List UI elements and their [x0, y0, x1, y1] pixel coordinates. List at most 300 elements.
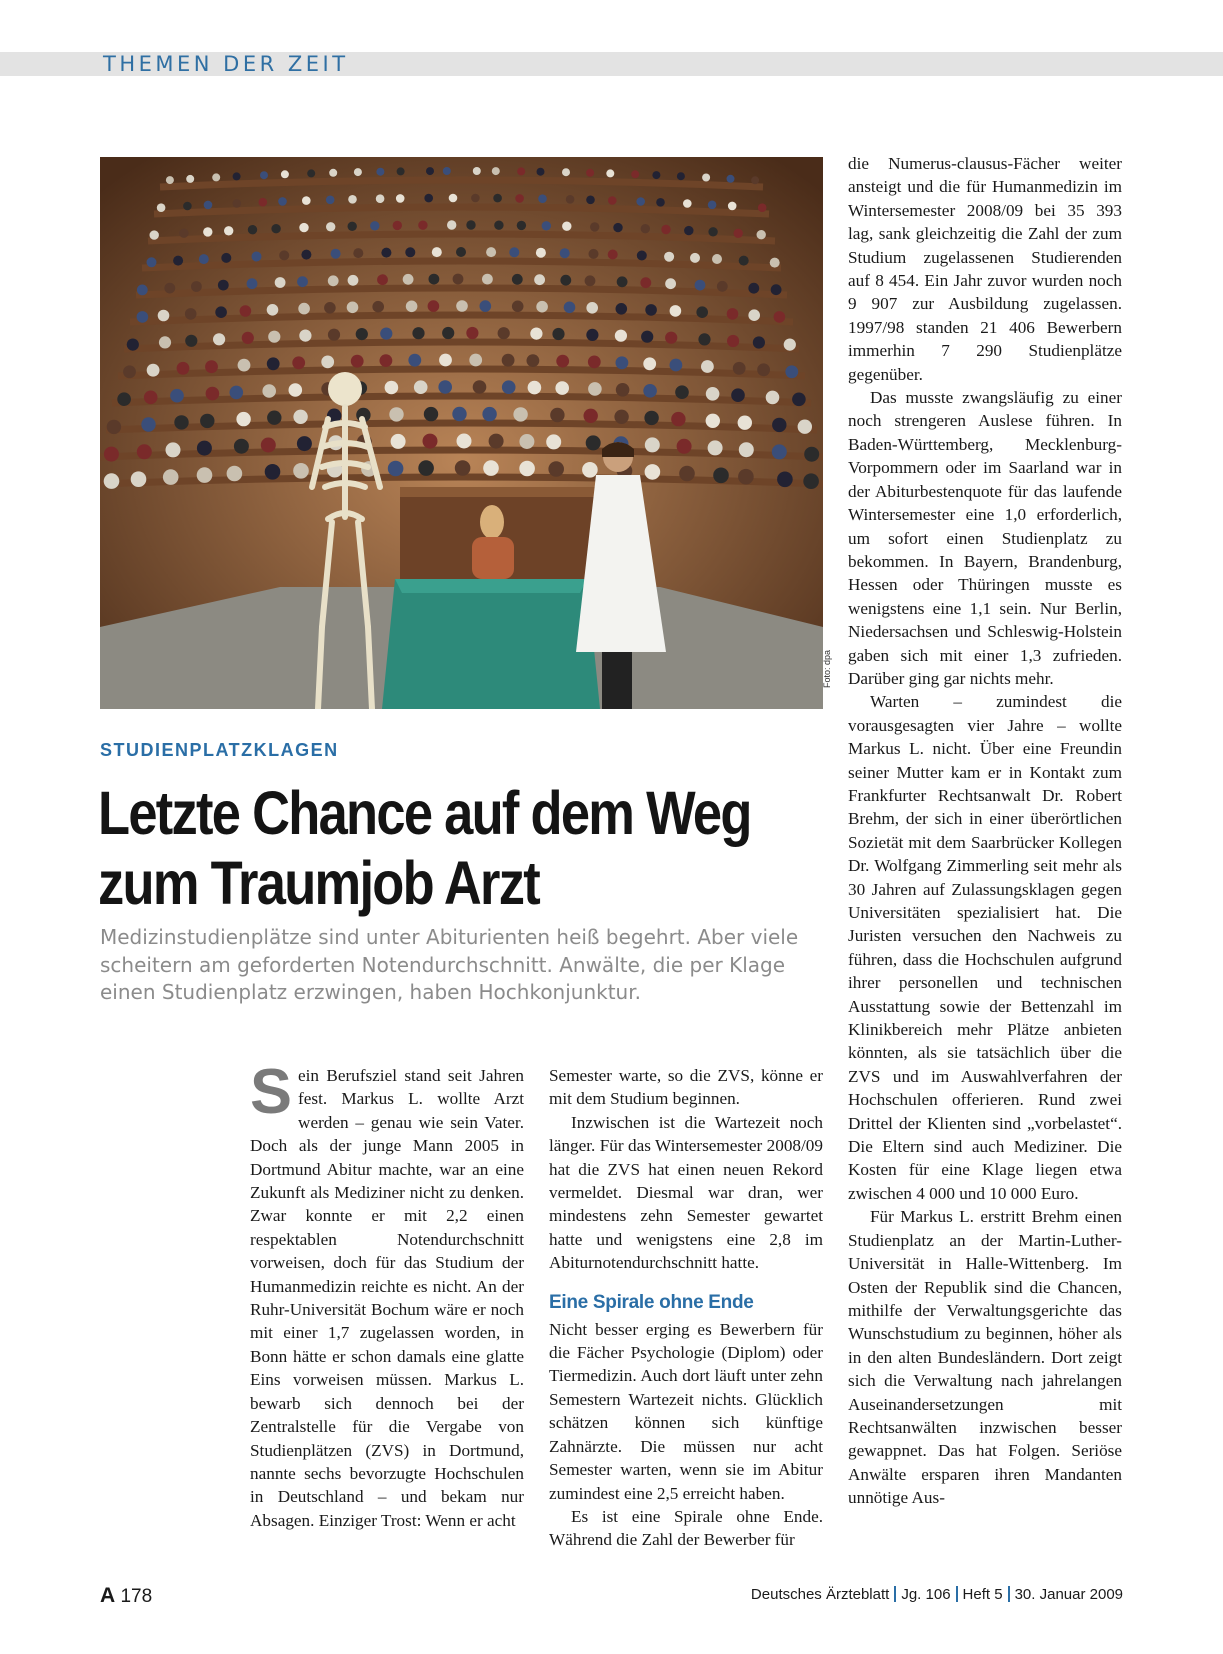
audience-member	[771, 284, 782, 295]
article-kicker: STUDIENPLATZKLAGEN	[100, 740, 339, 760]
audience-member	[354, 168, 362, 176]
audience-member	[677, 439, 692, 454]
audience-member	[262, 384, 276, 398]
audience-member	[656, 198, 665, 207]
audience-member	[292, 356, 305, 369]
audience-member	[671, 412, 685, 426]
audience-member	[164, 283, 175, 294]
audience-member	[326, 222, 335, 231]
audience-member	[278, 197, 287, 206]
headline-line-1: Letzte Chance auf dem Weg	[98, 779, 751, 847]
audience-member	[432, 247, 442, 257]
audience-member	[562, 222, 571, 231]
audience-member	[512, 274, 523, 285]
audience-member	[393, 221, 402, 230]
audience-member	[708, 227, 717, 236]
audience-member	[158, 310, 170, 322]
audience-member	[247, 278, 258, 289]
audience-member	[453, 274, 464, 285]
audience-member	[515, 194, 524, 203]
article-headline	[98, 778, 751, 918]
audience-member	[645, 464, 661, 480]
audience-member	[424, 407, 438, 421]
audience-member	[443, 167, 451, 175]
audience-member	[203, 227, 212, 236]
audience-member	[562, 168, 570, 176]
audience-member	[733, 362, 746, 375]
audience-member	[494, 221, 503, 230]
body-paragraph: Warten – zumindest die vorausgesagten vier Jahre – wollte Markus L. nicht. Über eine Freundin seiner Mutter kam er in Kontakt zum Frankfurter Rechtsanwalt Dr. Robert Brehm, der sich in einer überörtlichen Sozietät mit dem Saarbrücker Kollegen Dr. Wolfgang Zimmerling seit mehr als 30 Jahren auf Zulassungsklagen gegen Universitäten spezialisiert hat. Die Juristen versuchen den Nachweis zu führen, dass die Hochschulen aufgrund ihrer personellen und technischen Ausstattung sowie der Bettenzahl im Klinikbereich mehr Plätze anbieten könnten, als sie tatsächlich über die ZVS und im Auswahlverfahren der Hochschulen offerieren. Rund zwei Drittel der Klienten sind „vorbelastet“. Die Eltern sind auch Mediziner. Die Kosten für eine Klage liegen etwa zwischen 4 000 und 10 000 Euro.	[848, 692, 1122, 1203]
audience-member	[708, 201, 717, 210]
body-column-1	[250, 1057, 524, 1532]
audience-member	[564, 302, 576, 314]
audience-member	[389, 407, 403, 421]
body-paragraph: Nicht besser erging es Bewerbern für die Fächer Psychologie (Diplom) oder Tiermedizin. Auch dort läuft unter zehn Semestern Wartezeit nichts. Glücklich schätzen können sich künftige Zahnärzte. Die müssen nur acht Semester warten, wenn sie im Abitur zumindest eine 2,5 erreicht haben.	[549, 1319, 823, 1503]
drop-cap: S	[250, 1057, 293, 1127]
audience-member	[560, 248, 570, 258]
audience-member	[299, 330, 311, 342]
audience-member	[728, 202, 737, 211]
audience-member	[429, 274, 440, 285]
page-prefix: A	[100, 1584, 116, 1607]
audience-member	[588, 356, 601, 369]
page-number-value: 178	[120, 1586, 153, 1607]
audience-member	[137, 285, 148, 296]
audience-member	[385, 381, 399, 395]
audience-member	[548, 461, 564, 477]
audience-member	[482, 407, 496, 421]
audience-member	[163, 469, 179, 485]
audience-member	[608, 250, 618, 260]
audience-member	[738, 416, 752, 430]
audience-member	[150, 230, 159, 239]
audience-member	[585, 275, 596, 286]
audience-member	[412, 327, 424, 339]
audience-member	[770, 258, 780, 268]
audience-member	[127, 339, 139, 351]
audience-member	[534, 274, 545, 285]
audience-member	[174, 415, 188, 429]
audience-member	[289, 383, 303, 397]
audience-member	[590, 222, 599, 231]
audience-member	[550, 408, 564, 422]
audience-member	[727, 175, 735, 183]
audience-member	[170, 389, 184, 403]
audience-member	[321, 356, 334, 369]
audience-member	[644, 411, 658, 425]
audience-member	[637, 251, 647, 261]
audience-member	[380, 354, 393, 367]
audience-member	[702, 174, 710, 182]
audience-member	[299, 223, 308, 232]
audience-member	[640, 277, 651, 288]
photo-credit: Foto: dpa	[822, 649, 832, 688]
publication-volume: Jg. 106	[901, 1586, 951, 1603]
audience-member	[197, 441, 212, 456]
body-paragraph	[250, 1057, 524, 1532]
audience-member	[376, 168, 384, 176]
body-paragraph: Es ist eine Spirale ohne Ende. Während die Zahl der Bewerber für	[549, 1506, 823, 1550]
audience-member	[405, 247, 415, 257]
audience-member	[397, 167, 405, 175]
audience-member	[426, 167, 434, 175]
audience-member	[260, 171, 268, 179]
audience-member	[584, 409, 598, 423]
body-paragraph: die Numerus-clausus-Fächer weiter ansteigt und die für Humanmedizin im Wintersemester 2008/09 bei 35 393 lag, sank gleichzeitig die Zahl der zum Studium zugelassenen Studierenden auf 8 454. Ein Jahr zuvor wurden noch 9 907 zur Ausbildung zugelassen. 1997/98 standen 21 406 Bewerbern immerhin 7 290 Studienplätze gegenüber.	[848, 154, 1122, 384]
audience-member	[645, 304, 657, 316]
audience-member	[297, 436, 312, 451]
audience-member	[329, 169, 337, 177]
audience-member	[456, 300, 468, 312]
audience-member	[179, 229, 188, 238]
audience-member	[267, 357, 280, 370]
audience-member	[774, 311, 786, 323]
audience-member	[785, 365, 798, 378]
publication-name: Deutsches Ärzteblatt	[750, 1586, 890, 1603]
audience-member	[218, 280, 229, 291]
audience-member	[486, 247, 496, 257]
audience-member	[227, 466, 243, 482]
audience-member	[259, 198, 268, 207]
audience-member	[641, 224, 650, 233]
audience-member	[489, 434, 504, 449]
audience-member	[566, 195, 575, 204]
audience-member	[107, 420, 121, 434]
audience-member	[679, 466, 695, 482]
audience-member	[695, 280, 706, 291]
audience-member	[492, 167, 500, 175]
publication-footer	[751, 1586, 1123, 1603]
audience-member	[293, 410, 307, 424]
audience-member	[502, 380, 516, 394]
audience-member	[414, 380, 428, 394]
footer-divider	[894, 1586, 896, 1602]
audience-member	[265, 464, 281, 480]
audience-member	[396, 194, 405, 203]
audience-member	[301, 250, 311, 260]
audience-member	[268, 331, 280, 343]
audience-member	[766, 391, 780, 405]
footer-divider	[956, 1586, 958, 1602]
audience-member	[466, 220, 475, 229]
audience-member	[117, 392, 131, 406]
publication-date: 30. Januar 2009	[1014, 1586, 1123, 1603]
audience-member	[608, 196, 617, 205]
audience-member	[377, 274, 388, 285]
audience-member	[665, 332, 677, 344]
audience-member	[173, 256, 183, 266]
audience-member	[147, 257, 157, 267]
audience-member	[356, 328, 368, 340]
audience-member	[104, 473, 120, 489]
audience-member	[784, 339, 796, 351]
audience-member	[234, 439, 249, 454]
audience-member	[617, 276, 628, 287]
audience-member	[684, 226, 693, 235]
article-lead: Medizinstudienplätze sind unter Abiturienten heiß begehrt. Aber viele scheitern am geforderten Notendurchschnitt. Anwälte, die per Klage einen Studienplatz erzwingen, haben Hochkonjunktur.	[100, 925, 799, 1004]
audience-member	[248, 225, 257, 234]
audience-member	[353, 248, 363, 258]
audience-member	[664, 252, 674, 262]
audience-member	[104, 447, 119, 462]
audience-member	[205, 360, 218, 373]
audience-member	[252, 252, 262, 262]
audience-member	[748, 309, 760, 321]
audience-member	[586, 196, 595, 205]
audience-member	[418, 460, 434, 476]
audience-member	[480, 300, 492, 312]
audience-member	[560, 275, 571, 286]
audience-member	[199, 254, 209, 264]
audience-member	[616, 356, 629, 369]
audience-member	[200, 414, 214, 428]
audience-member	[328, 275, 339, 286]
audience-member	[509, 247, 519, 257]
audience-member	[757, 363, 770, 376]
audience-member	[690, 253, 700, 263]
audience-member	[238, 359, 251, 372]
audience-member	[147, 364, 160, 377]
audience-member	[582, 462, 598, 478]
audience-member	[261, 438, 276, 453]
audience-member	[772, 444, 787, 459]
audience-member	[380, 328, 392, 340]
audience-member	[483, 460, 499, 476]
article-subhead: Eine Spirale ohne Ende	[549, 1291, 754, 1313]
body-paragraph: Für Markus L. erstritt Brehm einen Studienplatz an der Martin-Luther-Universität in Halle-Wittenberg. Im Osten der Republik sind die Chancen, mithilfe der Verwaltungsgerichte das Wunschstudium zu beginnen, höher als in den alten Bundesländern. Dort zeigt sich die Verwaltung nach jahrelangen Auseinandersetzungen mit Rechtsanwälten inzwischen besser gewappnet. Das hat Folgen. Seriöse Anwälte ersparen ihren Mandanten unnötige Aus-	[848, 1207, 1122, 1508]
audience-member	[493, 194, 502, 203]
audience-member	[615, 330, 627, 342]
audience-member	[406, 301, 418, 313]
audience-member	[293, 463, 309, 479]
audience-member	[348, 222, 357, 231]
audience-member	[185, 335, 197, 347]
audience-member	[519, 461, 535, 477]
audience-member	[297, 276, 308, 287]
audience-member	[706, 414, 720, 428]
audience-member	[538, 194, 547, 203]
audience-member	[372, 301, 384, 313]
audience-member	[706, 387, 720, 401]
audience-member	[242, 332, 254, 344]
body-paragraph: Inzwischen ist die Wartezeit noch länger. Für das Wintersemester 2008/09 hat die ZVS hat einen neuen Rekord vermeldet. Diesmal war dran, wer mindestens zehn Semester gewartet hatte und wenigstens eine 2,8 im Abiturnotendurchschnitt hatte.	[549, 1112, 823, 1273]
body-paragraph-text: ein Berufsziel stand seit Jahren fest. Markus L. wollte Arzt werden – genau wie sein Vater. Doch als der junge Mann 2005 in Dortmund Abitur machte, war an eine Zukunft als Mediziner nicht zu denken. Zwar konnte er mit 2,2 einen respektablen Notendurchschnitt vorweisen, doch für das Studium der Humanmedizin reichte es nicht. An der Ruhr-Universität Bochum wäre er noch mit einer 1,7 zugelassen worden, in Bonn hätte er schon damals eine glatte Eins vorweisen müssen. Markus L. bewarb sich dennoch bei der Zentralstelle für die Vergabe von Studienplätzen (ZVS) in Dortmund, nannte sechs bevorzugte Hochschulen in Deutschland – und bekam nur Absagen. Einziger Trost: Wenn er acht	[250, 1066, 524, 1530]
audience-member	[449, 194, 458, 203]
audience-member	[471, 194, 480, 203]
audience-member	[347, 302, 359, 314]
audience-member	[731, 388, 745, 402]
audience-member	[614, 410, 628, 424]
audience-member	[204, 201, 213, 210]
audience-member	[588, 382, 602, 396]
body-paragraph: Semester warte, so die ZVS, könne er mit dem Studium beginnen.	[549, 1066, 823, 1109]
audience-member	[631, 170, 639, 178]
audience-member	[348, 275, 359, 286]
audience-member	[428, 300, 440, 312]
audience-member	[643, 384, 657, 398]
audience-member	[212, 173, 220, 181]
audience-member	[123, 365, 136, 378]
audience-member	[804, 447, 819, 462]
audience-member	[530, 328, 542, 340]
audience-member	[177, 362, 190, 375]
audience-member	[348, 195, 357, 204]
audience-member	[727, 335, 739, 347]
audience-member	[636, 197, 645, 206]
audience-member	[528, 381, 542, 395]
audience-member	[376, 194, 385, 203]
audience-member	[519, 434, 534, 449]
audience-member	[351, 355, 364, 368]
audience-member	[616, 303, 628, 315]
audience-member	[556, 355, 569, 368]
audience-member	[758, 203, 767, 212]
audience-member	[701, 360, 714, 373]
audience-member	[236, 412, 250, 426]
audience-member	[473, 380, 487, 394]
audience-member	[738, 469, 754, 485]
audience-member	[279, 250, 289, 260]
audience-member	[643, 357, 656, 370]
audience-member	[727, 308, 739, 320]
audience-member	[442, 327, 454, 339]
audience-member	[197, 467, 213, 483]
audience-member	[753, 336, 765, 348]
audience-member	[803, 473, 819, 489]
audience-member	[616, 383, 630, 397]
audience-member	[457, 434, 472, 449]
audience-member	[536, 301, 548, 313]
audience-member	[159, 336, 171, 348]
audience-member	[144, 391, 158, 405]
audience-member	[206, 387, 220, 401]
page-number	[100, 1584, 152, 1608]
audience-member	[757, 230, 766, 239]
audience-member	[456, 247, 466, 257]
audience-member	[403, 274, 414, 285]
body-paragraph: Das musste zwangsläufig zu einer noch strengeren Auslese führen. In Baden-Württemberg, Mecklenburg-Vorpommern oder im Saarland war in der Abiturbestenquote für das laufende Wintersemester eine 1,0 erforderlich, um sofort einen Studienplatz zu bekommen. In Bayern, Brandenburg, Hessen oder Thüringen musste es wenigstens eine 1,1 sein. Nur Berlin, Niedersachsen und Schleswig-Holstein gaben sich mit einer 1,3 zufrieden. Darüber ging gar nichts mehr.	[848, 388, 1122, 688]
audience-member	[677, 172, 685, 180]
audience-member	[552, 328, 564, 340]
audience-member	[536, 248, 546, 258]
audience-member	[661, 225, 670, 234]
lecture-hall-illustration	[100, 157, 823, 709]
audience-member	[751, 176, 759, 184]
audience-member	[271, 224, 280, 233]
publication-issue: Heft 5	[962, 1586, 1003, 1603]
audience-member	[683, 199, 692, 208]
audience-member	[675, 385, 689, 399]
audience-member	[447, 220, 456, 229]
audience-member	[469, 354, 482, 367]
audience-member	[233, 199, 242, 208]
audience-member	[527, 354, 540, 367]
audience-member	[267, 304, 279, 316]
audience-member	[696, 306, 708, 318]
audience-member	[670, 359, 683, 372]
audience-member	[798, 420, 812, 434]
audience-member	[542, 221, 551, 230]
audience-member	[748, 283, 759, 294]
audience-member	[213, 333, 225, 345]
audience-member	[502, 354, 515, 367]
audience-member	[455, 460, 471, 476]
audience-member	[328, 329, 340, 341]
audience-member	[708, 440, 723, 455]
audience-member	[302, 196, 311, 205]
footer-divider	[1008, 1586, 1010, 1602]
audience-member	[157, 203, 166, 212]
audience-member	[191, 281, 202, 292]
audience-member	[613, 223, 622, 232]
audience-member	[641, 331, 653, 343]
audience-member	[408, 354, 421, 367]
audience-member	[482, 274, 493, 285]
audience-member	[298, 303, 310, 315]
audience-member	[391, 434, 406, 449]
audience-member	[645, 437, 660, 452]
audience-member	[698, 333, 710, 345]
audience-member	[324, 302, 336, 314]
audience-member	[512, 301, 524, 313]
audience-member	[240, 305, 252, 317]
audience-member	[131, 471, 147, 487]
audience-member	[166, 442, 181, 457]
audience-member	[772, 418, 786, 432]
audience-member	[517, 167, 525, 175]
audience-member	[792, 393, 806, 407]
audience-member	[370, 221, 379, 230]
audience-member	[331, 249, 341, 259]
audience-member	[498, 327, 510, 339]
audience-member	[589, 249, 599, 259]
audience-member	[739, 442, 754, 457]
audience-member	[717, 281, 728, 292]
audience-member	[141, 417, 155, 431]
audience-member	[537, 168, 545, 176]
audience-member	[388, 461, 404, 477]
audience-member	[438, 380, 452, 394]
audience-member	[546, 434, 561, 449]
audience-member	[586, 435, 601, 450]
audience-member	[712, 254, 722, 264]
audience-member	[466, 327, 478, 339]
audience-member	[423, 434, 438, 449]
audience-member	[275, 277, 286, 288]
audience-member	[652, 171, 660, 179]
audience-member	[215, 306, 227, 318]
audience-member	[307, 169, 315, 177]
audience-member	[183, 202, 192, 211]
audience-member	[586, 169, 594, 177]
audience-member	[473, 167, 481, 175]
audience-member	[734, 229, 743, 238]
audience-member	[221, 253, 231, 263]
audience-member	[606, 169, 614, 177]
audience-member	[186, 175, 194, 183]
headline-line-2: zum Traumjob Arzt	[98, 849, 539, 917]
audience-member	[517, 221, 526, 230]
audience-member	[555, 381, 569, 395]
audience-member	[233, 172, 241, 180]
lecture-hall-photo	[100, 157, 823, 709]
section-label: THEMEN DER ZEIT	[103, 52, 349, 76]
audience-member	[185, 308, 197, 320]
body-column-3	[848, 152, 1122, 1510]
audience-member	[281, 170, 289, 178]
audience-member	[452, 407, 466, 421]
audience-member	[586, 302, 598, 314]
